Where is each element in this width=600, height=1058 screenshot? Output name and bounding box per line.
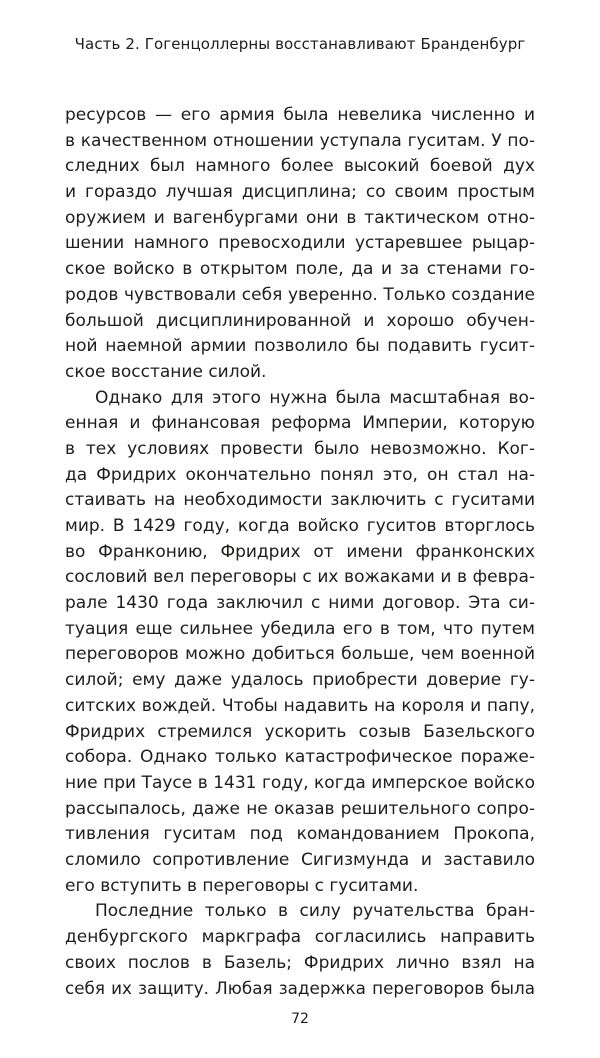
text-line: туация еще сильнее убедила его в том, что путем xyxy=(65,618,535,639)
text-line: тивления гуситам под командованием Прокопа, xyxy=(65,824,535,845)
text-line: рале 1430 года заключил с ними договор. Эта си- xyxy=(65,593,535,614)
text-line: своих послов в Базель; Фридрих лично взял на xyxy=(65,952,535,973)
text-line: енная и финансовая реформа Империи, которую xyxy=(65,413,535,434)
text-line: ной наемной армии позволило бы подавить гусит- xyxy=(65,336,535,357)
text-line: следних был намного более высокий боевой дух xyxy=(65,156,535,177)
running-head: Часть 2. Гогенцоллерны восстанавливают Бранденбург xyxy=(74,35,526,53)
text-line: стаивать на необходимости заключить с гуситами xyxy=(65,490,535,511)
text-line: оружием и вагенбургами они в тактическом отно- xyxy=(65,207,535,228)
text-line: ресурсов — его армия была невелика численно и xyxy=(65,105,535,125)
text-line: в тех условиях провести было невозможно. Ког- xyxy=(65,438,535,459)
text-line: ское войско в открытом поле, да и за стенами го- xyxy=(65,259,535,280)
paragraph xyxy=(65,899,535,1002)
text-line: Фридрих стремился ускорить созыв Базельского xyxy=(65,721,535,742)
body-text xyxy=(65,103,535,1002)
text-line: себя их защиту. Любая задержка переговоров была xyxy=(65,978,535,999)
text-line: сломило сопротивление Сигизмунда и заставило xyxy=(65,849,535,870)
text-line: родов чувствовали себя уверенно. Только создание xyxy=(65,284,535,305)
text-line: Однако для этого нужна была масштабная во- xyxy=(95,387,535,408)
text-line: мир. В 1429 году, когда войско гуситов вторглось xyxy=(65,516,535,536)
text-line: Последние только в силу ручательства бран- xyxy=(95,901,535,922)
text-line: большой дисциплинированной и хорошо обучен- xyxy=(65,310,535,331)
text-line: и гораздо лучшая дисциплина; со своим простым xyxy=(65,182,535,203)
text-line: ское восстание силой. xyxy=(65,361,267,382)
text-line: шении намного превосходили устаревшее рыцар- xyxy=(65,233,535,254)
text-line: его вступить в переговоры с гуситами. xyxy=(65,875,419,896)
text-line: денбургского маркграфа согласились направить xyxy=(65,927,535,947)
text-line: собора. Однако только катастрофическое пораже- xyxy=(65,747,535,768)
text-line: рассыпалось, даже не оказав решительного сопро- xyxy=(65,798,535,819)
paragraph xyxy=(65,103,535,386)
text-line: во Франконию, Фридрих от имени франконских xyxy=(65,541,535,562)
text-line: силой; ему даже удалось приобрести доверие гу- xyxy=(65,670,535,691)
text-line: в качественном отношении уступала гуситам. У по- xyxy=(65,130,535,151)
text-line: ние при Таусе в 1431 году, когда имперское войско xyxy=(65,772,535,793)
paragraph xyxy=(65,386,535,900)
text-line: сословий вел переговоры с их вожаками и в февра- xyxy=(65,567,535,588)
text-line: переговоров можно добиться больше, чем военной xyxy=(65,644,535,665)
text-line: да Фридрих окончательно понял это, он стал на- xyxy=(65,464,535,485)
text-line: ситских вождей. Чтобы надавить на короля и папу, xyxy=(65,695,535,716)
page-number: 72 xyxy=(291,1011,309,1027)
